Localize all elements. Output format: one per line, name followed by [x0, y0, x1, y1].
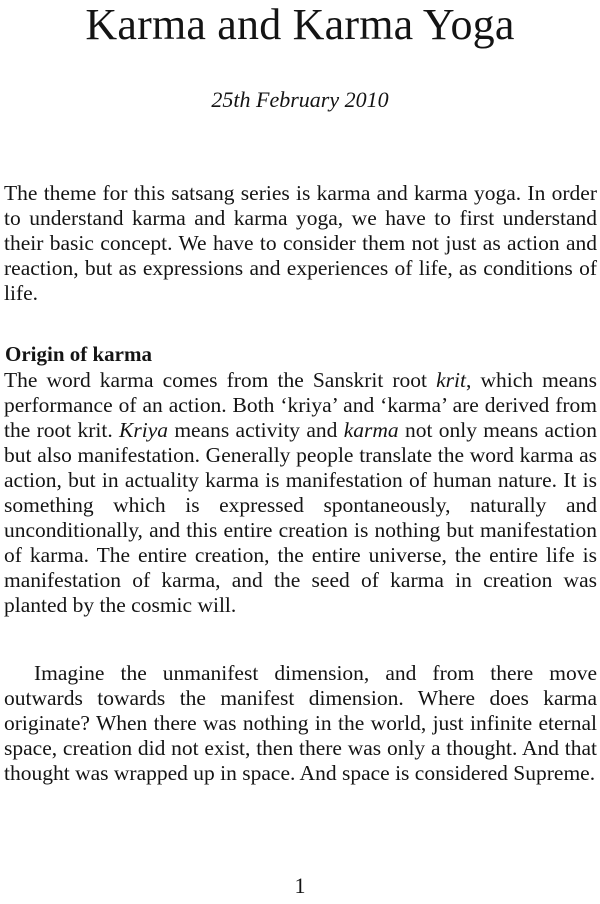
page-number: 1: [294, 873, 306, 898]
section-heading: Origin of karma: [5, 342, 152, 366]
chapter-date: 25th February 2010: [211, 87, 389, 112]
italic-term-karma: karma: [343, 418, 399, 442]
origin-paragraph: [4, 368, 597, 618]
origin-text-3: means activity and: [168, 418, 344, 442]
origin-text-2: , which means performance of an action. Both ‘kriya’ and ‘karma’ are derived from the root krit.: [4, 368, 598, 442]
imagine-paragraph: Imagine the unmanifest dimension, and from there move outwards towards the manifest dimension. Where does karma originate? When there was nothing in the world, just infinite eternal space, creation did not exist, then there was only a thought. And that thought was wrapped up in space. And space is considered Supreme.: [4, 661, 597, 785]
italic-term-kriya: Kriya: [119, 418, 169, 442]
origin-text-1: The word karma comes from the Sanskrit root: [4, 368, 437, 392]
intro-paragraph: The theme for this satsang series is karma and karma yoga. In order to understand karma and karma yoga, we have to first understand their basic concept. We have to consider them not just as action and reaction, but as expressions and experiences of life, as conditions of life.: [4, 181, 597, 305]
chapter-title: Karma and Karma Yoga: [85, 0, 515, 49]
italic-term-krit: krit: [436, 368, 466, 392]
origin-text-4: not only means action but also manifestation. Generally people translate the word karma as action, but in actuality karma is manifestation of human nature. It is something which is expressed spontaneously, naturally and unconditionally, and this entire creation is nothing but manifestation of karma. The entire creation, the entire universe, the entire life is manifestation of karma, and the seed of karma in creation was planted by the cosmic will.: [4, 418, 598, 617]
